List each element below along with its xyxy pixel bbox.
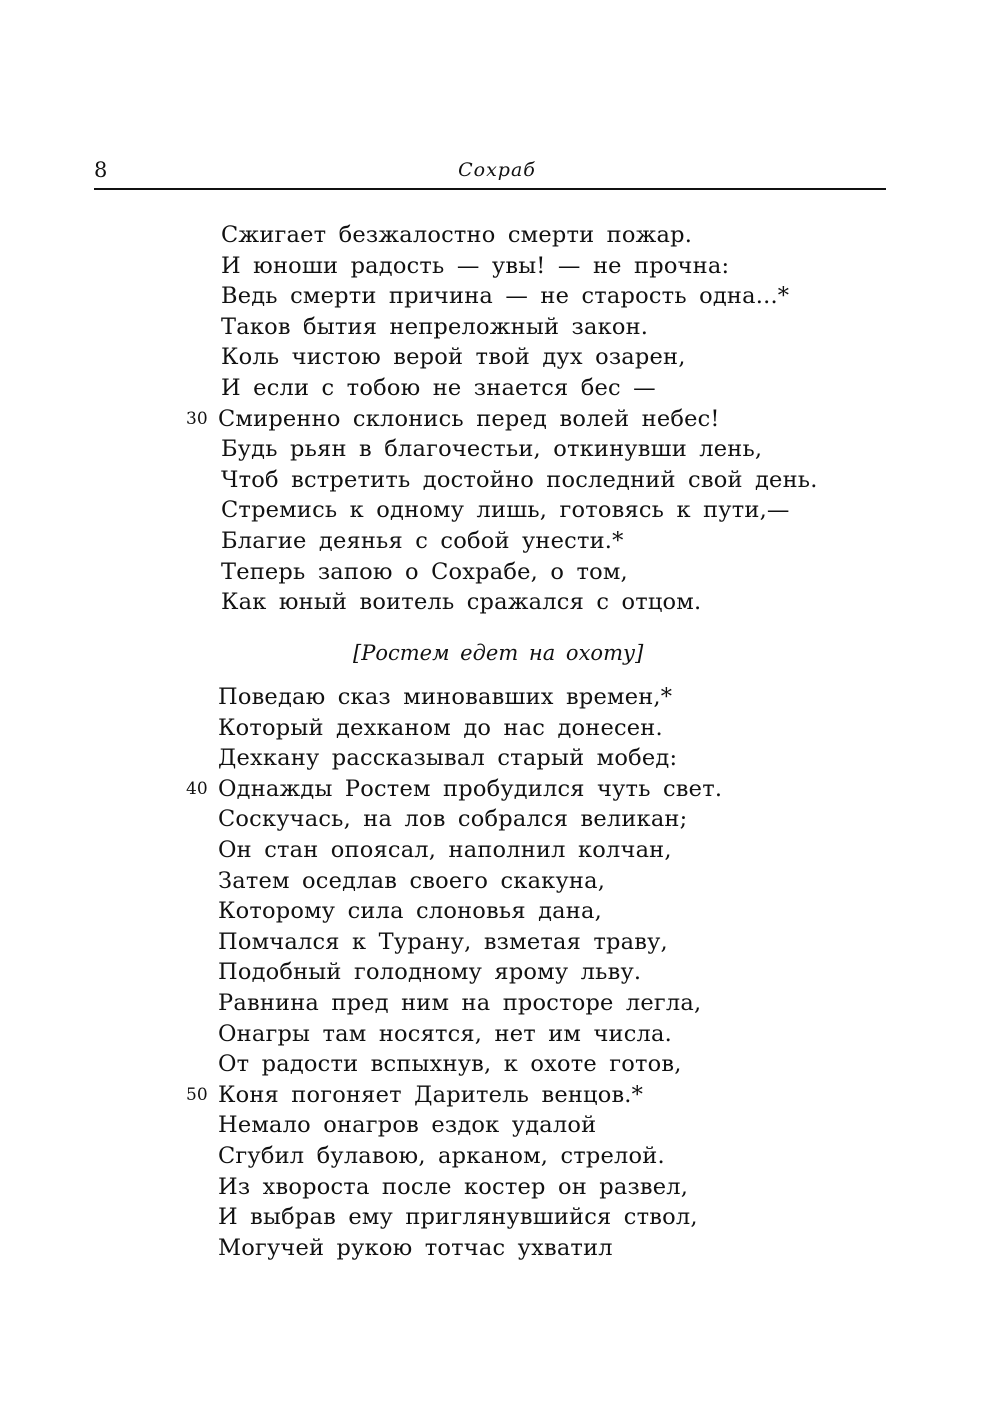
verse-line: Сгубил булавою, арканом, стрелой. bbox=[218, 1143, 665, 1169]
verse-line: И если с тобою не знается бес — bbox=[221, 375, 656, 401]
running-title: Сохраб bbox=[458, 159, 536, 181]
verse-line: Сжигает безжалостно смерти пожар. bbox=[221, 222, 693, 248]
verse-line: Однажды Ростем пробудился чуть свет. bbox=[218, 775, 723, 802]
verse-line: От радости вспыхнув, к охоте готов, bbox=[218, 1051, 682, 1078]
verse-line: И выбрав ему приглянувшийся ствол, bbox=[218, 1204, 698, 1231]
verse-line: Поведаю сказ миновавших времен,* bbox=[218, 684, 673, 710]
line-number: 50 bbox=[186, 1084, 208, 1105]
page-number: 8 bbox=[94, 158, 108, 182]
verse-line: Как юный воитель сражался с отцом. bbox=[221, 589, 702, 616]
verse-line: Равнина пред ним на просторе легла, bbox=[218, 990, 702, 1016]
verse-line: Подобный голодному ярому льву. bbox=[218, 959, 642, 986]
verse-line: Могучей рукою тотчас ухватил bbox=[218, 1234, 613, 1261]
verse-line: Коль чистою верой твой дух озарен, bbox=[221, 344, 686, 371]
verse-line: Чтоб встретить достойно последний свой день. bbox=[221, 466, 818, 493]
verse-line: Помчался к Турану, взметая траву, bbox=[218, 928, 668, 955]
verse-line: Теперь запою о Сохрабе, о том, bbox=[221, 558, 628, 585]
verse-line: Которому сила слоновья дана, bbox=[218, 898, 602, 925]
verse-line: Соскучась, на лов собрался великан; bbox=[218, 806, 688, 833]
line-number: 40 bbox=[186, 778, 208, 799]
page-header bbox=[0, 0, 1000, 200]
header-rule bbox=[94, 188, 886, 190]
verse-line: Немало онагров ездок удалой bbox=[218, 1112, 597, 1139]
verse-line: Таков бытия непреложный закон. bbox=[221, 313, 649, 340]
verse-line: Из хвороста после костер он развел, bbox=[218, 1173, 689, 1200]
verse-line: Он стан опоясал, наполнил колчан, bbox=[218, 837, 672, 863]
verse-line: Благие деянья с собой унести.* bbox=[221, 528, 624, 554]
verse-line: Онагры там носятся, нет им числа. bbox=[218, 1020, 673, 1047]
verse-line: Который дехканом до нас донесен. bbox=[218, 714, 663, 741]
verse-line: И юноши радость — увы! — не прочна: bbox=[221, 252, 730, 279]
verse-line: Дехкану рассказывал старый мобед: bbox=[218, 745, 678, 772]
section-heading: [Ростем едет на охоту] bbox=[353, 641, 644, 665]
verse-line: Стремись к одному лишь, готовясь к пути,— bbox=[221, 497, 790, 524]
verse-line: Смиренно склонись перед волей небес! bbox=[218, 405, 720, 432]
verse-line: Затем оседлав своего скакуна, bbox=[218, 867, 606, 894]
line-number: 30 bbox=[186, 408, 208, 429]
verse-line: Коня погоняет Даритель венцов.* bbox=[218, 1081, 644, 1108]
verse-line: Ведь смерти причина — не старость одна...* bbox=[221, 283, 790, 310]
verse-line: Будь рьян в благочестьи, откинувши лень, bbox=[221, 436, 763, 463]
